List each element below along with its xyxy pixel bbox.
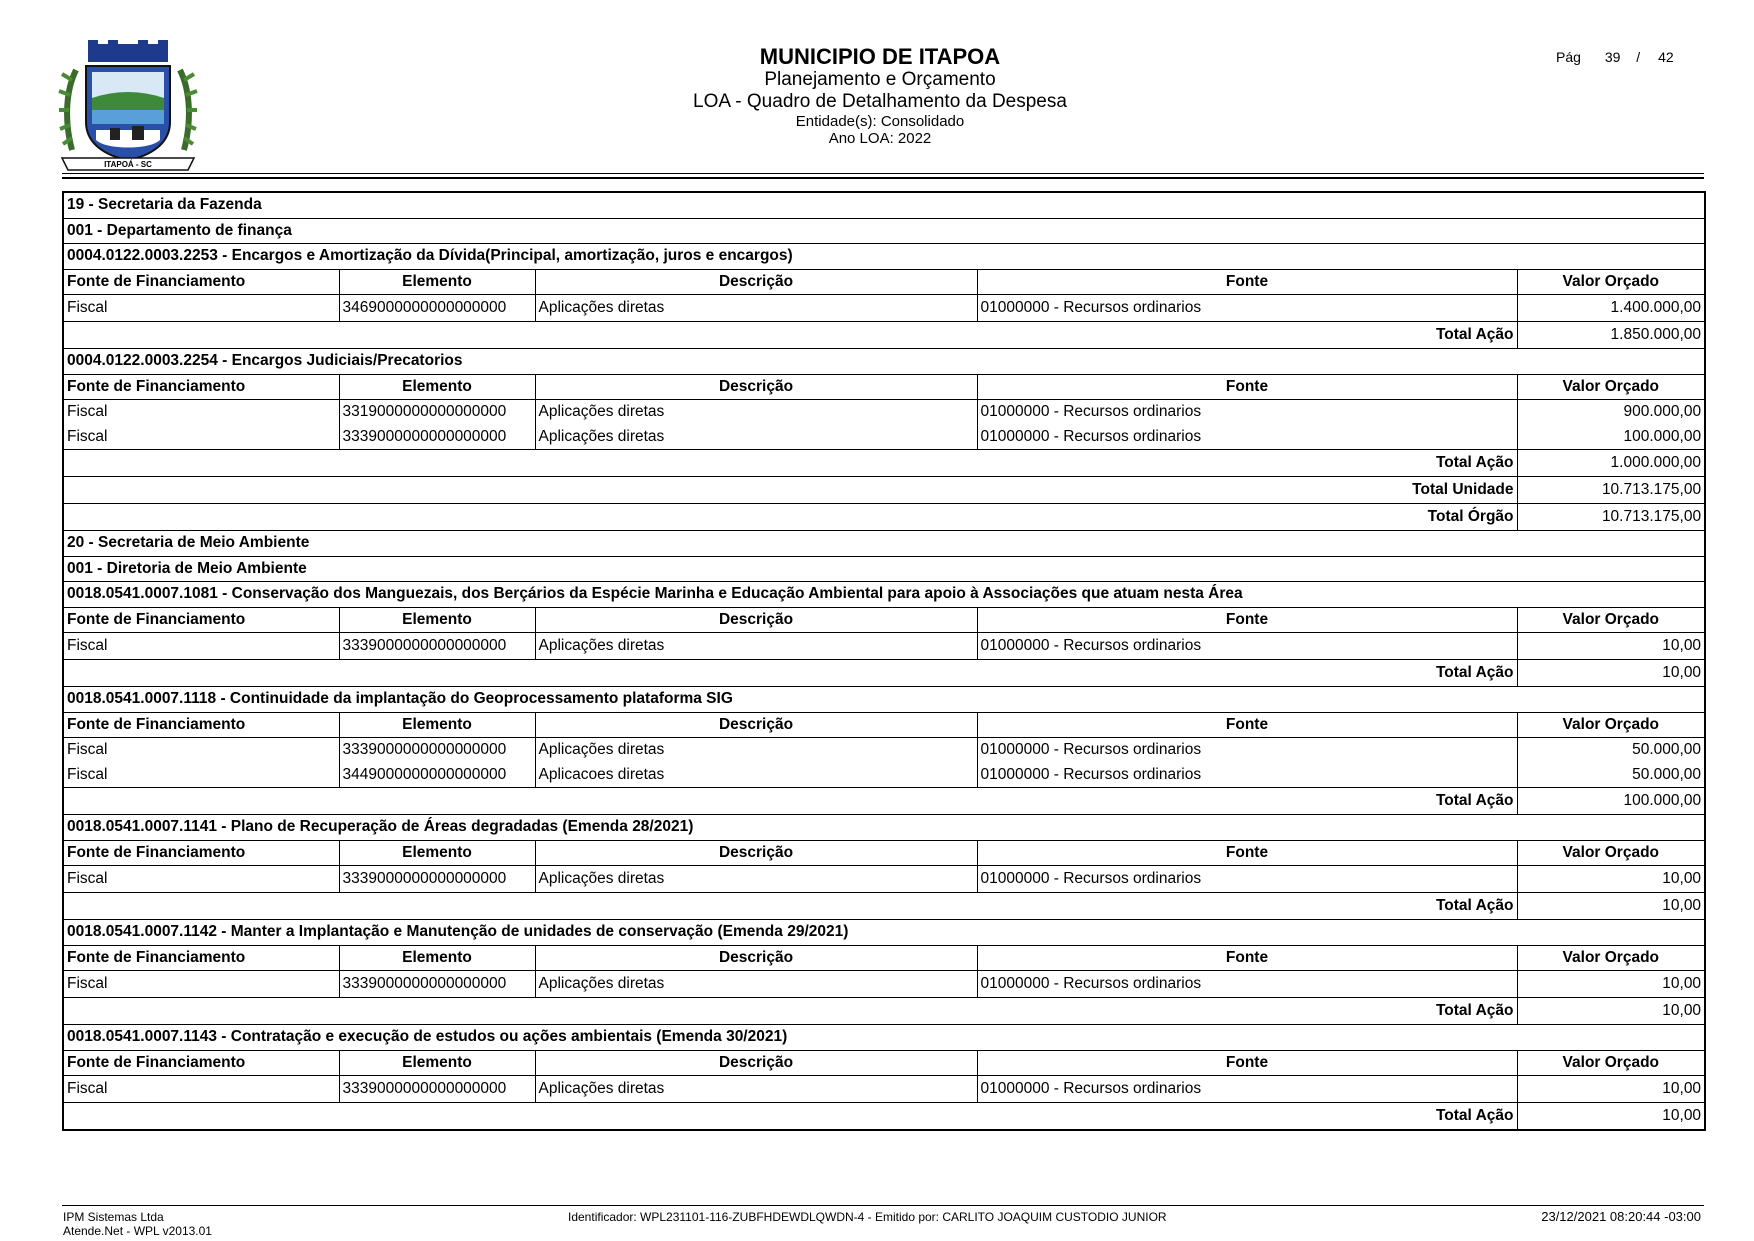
- section-title: 0018.0541.0007.1081 - Conservação dos Manguezais, dos Berçários da Espécie Marinha e Educação Ambiental para apoio à Associações que atuam nesta Área: [63, 582, 1705, 608]
- section-title-row: [63, 687, 1705, 713]
- cell-fonte: 01000000 - Recursos ordinarios: [977, 400, 1517, 425]
- section-title: 0004.0122.0003.2253 - Encargos e Amortização da Dívida(Principal, amortização, juros e encargos): [63, 244, 1705, 270]
- report-header: [560, 44, 1200, 147]
- budget-detail-table: [62, 191, 1706, 1131]
- section-title: 0018.0541.0007.1142 - Manter a Implantação e Manutenção de unidades de conservação (Emenda 29/2021): [63, 920, 1705, 946]
- section-title: 0018.0541.0007.1141 - Plano de Recuperação de Áreas degradadas (Emenda 28/2021): [63, 815, 1705, 841]
- section-title: 001 - Diretoria de Meio Ambiente: [63, 556, 1705, 582]
- department-subtitle: Planejamento e Orçamento: [764, 69, 996, 91]
- total-label: Total Ação: [63, 998, 1517, 1025]
- total-value: 1.000.000,00: [1517, 450, 1705, 477]
- section-title-row: [63, 244, 1705, 270]
- cell-elemento: 3339000000000000000: [339, 633, 535, 660]
- cell-descricao: Aplicacoes diretas: [535, 763, 977, 788]
- cell-descricao: Aplicações diretas: [535, 295, 977, 322]
- col-valor-orcado: Valor Orçado: [1517, 607, 1705, 633]
- col-fonte-financiamento: Fonte de Financiamento: [63, 1050, 339, 1076]
- total-row: [63, 788, 1705, 815]
- col-valor-orcado: Valor Orçado: [1517, 945, 1705, 971]
- cell-fonte-financiamento: Fiscal: [63, 971, 339, 998]
- cell-fonte: 01000000 - Recursos ordinarios: [977, 1076, 1517, 1103]
- cell-elemento: 3339000000000000000: [339, 866, 535, 893]
- col-descricao: Descrição: [535, 945, 977, 971]
- col-valor-orcado: Valor Orçado: [1517, 374, 1705, 400]
- cell-fonte-financiamento: Fiscal: [63, 738, 339, 763]
- page-label: Pág: [1556, 49, 1581, 65]
- section-title: 001 - Departamento de finança: [63, 218, 1705, 244]
- total-label: Total Ação: [63, 450, 1517, 477]
- cell-fonte: 01000000 - Recursos ordinarios: [977, 866, 1517, 893]
- total-value: 10,00: [1517, 893, 1705, 920]
- cell-descricao: Aplicações diretas: [535, 738, 977, 763]
- section-title-row: [63, 920, 1705, 946]
- total-label: Total Ação: [63, 322, 1517, 349]
- cell-elemento: 3469000000000000000: [339, 295, 535, 322]
- cell-valor-orcado: 100.000,00: [1517, 425, 1705, 450]
- cell-fonte-financiamento: Fiscal: [63, 866, 339, 893]
- col-descricao: Descrição: [535, 607, 977, 633]
- total-value: 10,00: [1517, 998, 1705, 1025]
- col-elemento: Elemento: [339, 374, 535, 400]
- cell-valor-orcado: 1.400.000,00: [1517, 295, 1705, 322]
- total-value: 1.850.000,00: [1517, 322, 1705, 349]
- cell-fonte: 01000000 - Recursos ordinarios: [977, 971, 1517, 998]
- cell-valor-orcado: 10,00: [1517, 971, 1705, 998]
- table-row: [63, 633, 1705, 660]
- total-value: 100.000,00: [1517, 788, 1705, 815]
- total-label: Total Ação: [63, 1103, 1517, 1131]
- table-row: [63, 1076, 1705, 1103]
- section-title-row: [63, 582, 1705, 608]
- col-fonte: Fonte: [977, 945, 1517, 971]
- cell-fonte: 01000000 - Recursos ordinarios: [977, 633, 1517, 660]
- cell-valor-orcado: 10,00: [1517, 1076, 1705, 1103]
- table-row: [63, 400, 1705, 425]
- col-valor-orcado: Valor Orçado: [1517, 269, 1705, 295]
- total-label: Total Ação: [63, 660, 1517, 687]
- page-indicator: [1556, 49, 1674, 65]
- col-fonte-financiamento: Fonte de Financiamento: [63, 374, 339, 400]
- col-elemento: Elemento: [339, 607, 535, 633]
- table-row: [63, 425, 1705, 450]
- total-row: [63, 450, 1705, 477]
- total-row: [63, 504, 1705, 531]
- footer-timestamp: 23/12/2021 08:20:44 -03:00: [1541, 1209, 1701, 1224]
- col-fonte-financiamento: Fonte de Financiamento: [63, 269, 339, 295]
- section-title-row: [63, 192, 1705, 218]
- section-title: 20 - Secretaria de Meio Ambiente: [63, 531, 1705, 557]
- cell-fonte: 01000000 - Recursos ordinarios: [977, 425, 1517, 450]
- col-valor-orcado: Valor Orçado: [1517, 712, 1705, 738]
- col-fonte: Fonte: [977, 840, 1517, 866]
- page-current: 39: [1604, 49, 1621, 65]
- footer-version: Atende.Net - WPL v2013.01: [63, 1224, 212, 1238]
- column-header-row: [63, 712, 1705, 738]
- col-fonte-financiamento: Fonte de Financiamento: [63, 945, 339, 971]
- total-row: [63, 1103, 1705, 1131]
- cell-descricao: Aplicações diretas: [535, 971, 977, 998]
- page-separator: /: [1636, 49, 1641, 65]
- col-fonte-financiamento: Fonte de Financiamento: [63, 712, 339, 738]
- cell-valor-orcado: 10,00: [1517, 633, 1705, 660]
- entity-subtitle: Entidade(s): Consolidado: [795, 112, 965, 130]
- col-descricao: Descrição: [535, 374, 977, 400]
- cell-fonte: 01000000 - Recursos ordinarios: [977, 738, 1517, 763]
- section-title: 19 - Secretaria da Fazenda: [63, 192, 1705, 218]
- header-rule: [62, 173, 1704, 174]
- table-row: [63, 971, 1705, 998]
- cell-descricao: Aplicações diretas: [535, 866, 977, 893]
- cell-elemento: 3339000000000000000: [339, 738, 535, 763]
- col-fonte: Fonte: [977, 269, 1517, 295]
- municipality-title: MUNICIPIO DE ITAPOA: [759, 44, 1001, 69]
- col-elemento: Elemento: [339, 945, 535, 971]
- total-row: [63, 322, 1705, 349]
- section-title: 0018.0541.0007.1118 - Continuidade da implantação do Geoprocessamento plataforma SIG: [63, 687, 1705, 713]
- section-title-row: [63, 815, 1705, 841]
- footer-company: IPM Sistemas Ltda: [63, 1210, 164, 1224]
- page-total: 42: [1658, 49, 1674, 65]
- section-title: 0004.0122.0003.2254 - Encargos Judiciais/Precatorios: [63, 349, 1705, 375]
- municipal-coat-of-arms-icon: [58, 40, 198, 174]
- table-row: [63, 295, 1705, 322]
- total-value: 10,00: [1517, 660, 1705, 687]
- total-label: Total Unidade: [63, 477, 1517, 504]
- section-title-row: [63, 349, 1705, 375]
- cell-valor-orcado: 900.000,00: [1517, 400, 1705, 425]
- cell-descricao: Aplicações diretas: [535, 633, 977, 660]
- cell-elemento: 3339000000000000000: [339, 1076, 535, 1103]
- col-elemento: Elemento: [339, 269, 535, 295]
- col-elemento: Elemento: [339, 712, 535, 738]
- col-valor-orcado: Valor Orçado: [1517, 1050, 1705, 1076]
- col-fonte-financiamento: Fonte de Financiamento: [63, 607, 339, 633]
- cell-fonte: 01000000 - Recursos ordinarios: [977, 763, 1517, 788]
- total-row: [63, 660, 1705, 687]
- report-subtitle: LOA - Quadro de Detalhamento da Despesa: [693, 91, 1067, 113]
- cell-fonte-financiamento: Fiscal: [63, 295, 339, 322]
- cell-descricao: Aplicações diretas: [535, 1076, 977, 1103]
- cell-fonte-financiamento: Fiscal: [63, 633, 339, 660]
- footer-identifier: Identificador: WPL231101-116-ZUBFHDEWDLQWDN-4 - Emitido por: CARLITO JOAQUIM CUSTODIO JUNIOR: [568, 1210, 1167, 1224]
- cell-elemento: 3339000000000000000: [339, 971, 535, 998]
- total-value: 10.713.175,00: [1517, 504, 1705, 531]
- cell-descricao: Aplicações diretas: [535, 425, 977, 450]
- ribbon-text: ITAPOÁ - SC: [104, 160, 152, 169]
- section-title: 0018.0541.0007.1143 - Contratação e execução de estudos ou ações ambientais (Emenda 30/2021): [63, 1025, 1705, 1051]
- table-row: [63, 763, 1705, 788]
- total-row: [63, 893, 1705, 920]
- column-header-row: [63, 945, 1705, 971]
- column-header-row: [63, 607, 1705, 633]
- section-title-row: [63, 556, 1705, 582]
- col-fonte-financiamento: Fonte de Financiamento: [63, 840, 339, 866]
- footer-rule: [62, 1205, 1704, 1206]
- year-subtitle: Ano LOA: 2022: [828, 130, 932, 148]
- total-label: Total Órgão: [63, 504, 1517, 531]
- total-label: Total Ação: [63, 893, 1517, 920]
- col-fonte: Fonte: [977, 712, 1517, 738]
- total-row: [63, 477, 1705, 504]
- col-descricao: Descrição: [535, 269, 977, 295]
- footer-left: [63, 1210, 212, 1238]
- cell-valor-orcado: 50.000,00: [1517, 763, 1705, 788]
- cell-fonte-financiamento: Fiscal: [63, 400, 339, 425]
- column-header-row: [63, 1050, 1705, 1076]
- cell-descricao: Aplicações diretas: [535, 400, 977, 425]
- column-header-row: [63, 269, 1705, 295]
- total-value: 10.713.175,00: [1517, 477, 1705, 504]
- col-fonte: Fonte: [977, 374, 1517, 400]
- cell-elemento: 3319000000000000000: [339, 400, 535, 425]
- col-elemento: Elemento: [339, 840, 535, 866]
- cell-fonte-financiamento: Fiscal: [63, 1076, 339, 1103]
- col-descricao: Descrição: [535, 840, 977, 866]
- cell-elemento: 3449000000000000000: [339, 763, 535, 788]
- col-valor-orcado: Valor Orçado: [1517, 840, 1705, 866]
- section-title-row: [63, 531, 1705, 557]
- cell-fonte-financiamento: Fiscal: [63, 425, 339, 450]
- section-title-row: [63, 1025, 1705, 1051]
- cell-fonte-financiamento: Fiscal: [63, 763, 339, 788]
- total-label: Total Ação: [63, 788, 1517, 815]
- total-row: [63, 998, 1705, 1025]
- col-fonte: Fonte: [977, 1050, 1517, 1076]
- total-value: 10,00: [1517, 1103, 1705, 1131]
- col-descricao: Descrição: [535, 1050, 977, 1076]
- column-header-row: [63, 374, 1705, 400]
- cell-fonte: 01000000 - Recursos ordinarios: [977, 295, 1517, 322]
- col-descricao: Descrição: [535, 712, 977, 738]
- table-row: [63, 866, 1705, 893]
- section-title-row: [63, 218, 1705, 244]
- cell-elemento: 3339000000000000000: [339, 425, 535, 450]
- col-elemento: Elemento: [339, 1050, 535, 1076]
- column-header-row: [63, 840, 1705, 866]
- cell-valor-orcado: 50.000,00: [1517, 738, 1705, 763]
- cell-valor-orcado: 10,00: [1517, 866, 1705, 893]
- col-fonte: Fonte: [977, 607, 1517, 633]
- table-row: [63, 738, 1705, 763]
- header-rule-thick: [62, 177, 1704, 179]
